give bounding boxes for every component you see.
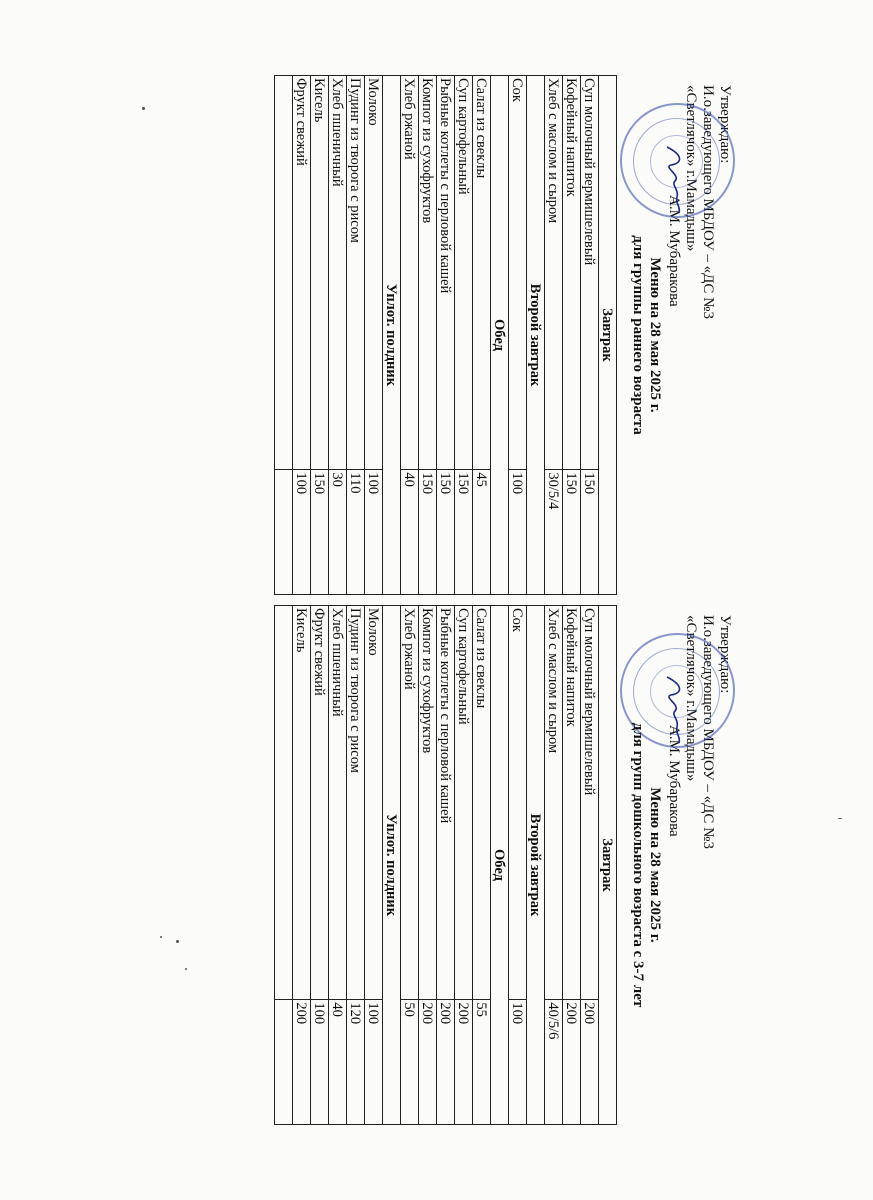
portion-weight: 100 xyxy=(509,470,527,595)
institution-line: «Светлячок» г.Мамадыш» xyxy=(683,615,699,782)
menu-date-title: Меню на 28 мая 2025 г. xyxy=(647,787,663,943)
section-label: Уплот. полдник xyxy=(383,76,401,595)
portion-weight: 150 xyxy=(437,470,455,595)
section-label: Завтрак xyxy=(599,76,617,595)
portion-weight: 150 xyxy=(419,470,437,595)
section-row xyxy=(599,606,617,1125)
dish-name: Кисель xyxy=(293,606,311,1000)
table-row xyxy=(329,76,347,595)
table-row xyxy=(455,606,473,1125)
dish-name: Рыбные котлеты с перловой кашей xyxy=(437,76,455,470)
dish-name: Кофейный напиток xyxy=(563,606,581,1000)
portion-weight: 100 xyxy=(311,1000,329,1125)
dish-name: Сок xyxy=(509,76,527,470)
section-row xyxy=(383,606,401,1125)
table-row xyxy=(473,606,491,1125)
menu-table xyxy=(274,605,617,1125)
dish-name: Хлеб с маслом и сыром xyxy=(545,76,563,470)
menu-title-block xyxy=(629,155,663,515)
section-row xyxy=(599,76,617,595)
dish-name: Суп картофельный xyxy=(455,76,473,470)
dish-name: Молоко xyxy=(365,76,383,470)
section-row xyxy=(491,76,509,595)
section-label: Обед xyxy=(491,76,509,595)
table-row xyxy=(509,76,527,595)
portion-weight: 200 xyxy=(437,1000,455,1125)
menu-date-title: Меню на 28 мая 2025 г. xyxy=(647,257,663,413)
blank-row xyxy=(275,76,293,595)
section-label: Уплот. полдник xyxy=(383,606,401,1125)
portion-weight: 200 xyxy=(563,1000,581,1125)
table-row xyxy=(401,606,419,1125)
table-row xyxy=(581,606,599,1125)
position-line: И.о.заведующего МБДОУ – «ДС №3 xyxy=(700,615,716,849)
table-row xyxy=(545,606,563,1125)
approved-label: Утверждаю: xyxy=(717,615,733,694)
handwritten-signature xyxy=(661,675,687,745)
dish-name: Суп картофельный xyxy=(455,606,473,1000)
dish-name: Салат из свеклы xyxy=(473,76,491,470)
dish-name: Хлеб пшеничный xyxy=(329,606,347,1000)
section-label: Второй завтрак xyxy=(527,606,545,1125)
table-row xyxy=(365,606,383,1125)
section-row xyxy=(383,76,401,595)
table-row xyxy=(329,606,347,1125)
portion-weight: 200 xyxy=(293,1000,311,1125)
dish-name: Молоко xyxy=(365,606,383,1000)
position-line: И.о.заведующего МБДОУ – «ДС №3 xyxy=(700,85,716,319)
portion-weight: 150 xyxy=(581,470,599,595)
portion-weight: 150 xyxy=(563,470,581,595)
portion-weight: 150 xyxy=(455,470,473,595)
table-row xyxy=(581,76,599,595)
portion-weight: 200 xyxy=(419,1000,437,1125)
table-row xyxy=(311,606,329,1125)
dish-name: Сок xyxy=(509,606,527,1000)
portion-weight: 100 xyxy=(365,1000,383,1125)
dish-name: Суп молочный вермишелевый xyxy=(581,76,599,470)
portion-weight: 200 xyxy=(455,1000,473,1125)
rotated-document xyxy=(137,75,737,1125)
portion-weight: 120 xyxy=(347,1000,365,1125)
table-row xyxy=(401,76,419,595)
dish-name: Компот из сухофруктов xyxy=(419,76,437,470)
portion-weight xyxy=(275,1000,293,1125)
portion-weight: 150 xyxy=(311,470,329,595)
dish-name: Рыбные котлеты с перловой кашей xyxy=(437,606,455,1000)
menu-group-subtitle: для группы раннего возраста xyxy=(630,235,646,435)
dish-name: Хлеб пшеничный xyxy=(329,76,347,470)
portion-weight: 100 xyxy=(293,470,311,595)
menu-title-block xyxy=(629,685,663,1045)
blank-row xyxy=(275,606,293,1125)
table-row xyxy=(455,76,473,595)
dish-name: Компот из сухофруктов xyxy=(419,606,437,1000)
dish-name xyxy=(275,606,293,1000)
portion-weight: 55 xyxy=(473,1000,491,1125)
dish-name: Суп молочный вермишелевый xyxy=(581,606,599,1000)
section-row xyxy=(527,606,545,1125)
table-row xyxy=(293,606,311,1125)
section-label: Завтрак xyxy=(599,606,617,1125)
institution-line: «Светлячок» г.Мамадыш» xyxy=(683,85,699,252)
signature-name: А.М. Мубаракова xyxy=(666,725,682,837)
dish-name: Хлеб ржаной xyxy=(401,606,419,1000)
handwritten-signature xyxy=(661,145,687,215)
dish-name: Хлеб ржаной xyxy=(401,76,419,470)
dish-name: Кофейный напиток xyxy=(563,76,581,470)
table-row xyxy=(563,606,581,1125)
table-row xyxy=(509,606,527,1125)
menu-table xyxy=(274,75,617,595)
menu-panel-preschool xyxy=(137,605,737,1125)
approval-header xyxy=(603,85,733,585)
portion-weight: 40/5/6 xyxy=(545,1000,563,1125)
table-row xyxy=(347,606,365,1125)
dish-name: Фрукт свежий xyxy=(311,606,329,1000)
approval-header xyxy=(603,615,733,1115)
portion-weight: 100 xyxy=(509,1000,527,1125)
table-row xyxy=(437,606,455,1125)
portion-weight: 30/5/4 xyxy=(545,470,563,595)
approved-label: Утверждаю: xyxy=(717,85,733,164)
dish-name: Фрукт свежий xyxy=(293,76,311,470)
portion-weight: 110 xyxy=(347,470,365,595)
portion-weight: 50 xyxy=(401,1000,419,1125)
portion-weight: 40 xyxy=(401,470,419,595)
menu-group-subtitle: для групп дошкольного возраста с 3-7 лет xyxy=(630,722,646,1008)
dish-name xyxy=(275,76,293,470)
signature-name: А.М. Мубаракова xyxy=(666,195,682,307)
scan-speck xyxy=(838,818,842,819)
section-row xyxy=(491,606,509,1125)
portion-weight: 45 xyxy=(473,470,491,595)
table-row xyxy=(545,76,563,595)
table-row xyxy=(473,76,491,595)
portion-weight: 40 xyxy=(329,1000,347,1125)
dish-name: Хлеб с маслом и сыром xyxy=(545,606,563,1000)
table-row xyxy=(365,76,383,595)
dish-name: Пудинг из творога с рисом xyxy=(347,606,365,1000)
dish-name: Пудинг из творога с рисом xyxy=(347,76,365,470)
portion-weight: 200 xyxy=(581,1000,599,1125)
table-row xyxy=(419,606,437,1125)
section-label: Обед xyxy=(491,606,509,1125)
menu-panel-early-age xyxy=(137,75,737,595)
table-row xyxy=(419,76,437,595)
table-row xyxy=(347,76,365,595)
section-label: Второй завтрак xyxy=(527,76,545,595)
portion-weight xyxy=(275,470,293,595)
table-row xyxy=(293,76,311,595)
portion-weight: 100 xyxy=(365,470,383,595)
table-row xyxy=(311,76,329,595)
section-row xyxy=(527,76,545,595)
table-row xyxy=(563,76,581,595)
dish-name: Кисель xyxy=(311,76,329,470)
portion-weight: 30 xyxy=(329,470,347,595)
table-row xyxy=(437,76,455,595)
dish-name: Салат из свеклы xyxy=(473,606,491,1000)
